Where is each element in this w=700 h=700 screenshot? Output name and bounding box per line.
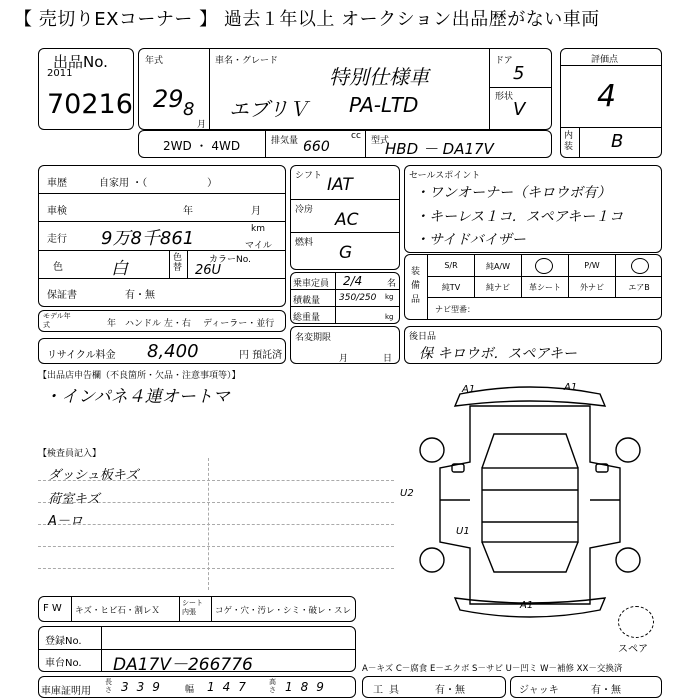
equip-pw: P/W — [584, 261, 600, 270]
legend-text: A－キズ C－腐食 E－エクボ S－サビ U－凹ミ W－補修 XX－交換済 — [362, 664, 623, 674]
equipment-label: 装備品 — [411, 267, 421, 305]
diagram-mark-1: A1 — [462, 384, 476, 395]
chassis-value: DA17V－266776 — [113, 655, 253, 675]
equip-nav-model: ナビ型番： — [435, 305, 475, 314]
equip-leather: 革シート — [529, 283, 561, 292]
year-value: 29 — [153, 85, 184, 113]
name-change-box — [290, 326, 400, 364]
lot-sub: 2011 — [47, 68, 73, 79]
model-year-handle: ハンドル 左・右 — [125, 319, 191, 329]
inspector-note-2: 荷室キズ — [48, 492, 100, 507]
diagram-mark-2: A1 — [564, 382, 578, 393]
capacity-box — [290, 272, 400, 324]
equip-ps-circle — [535, 258, 553, 274]
diagram-mark-4: U1 — [456, 526, 470, 537]
damage-items: キズ・ヒビ石・割レＸ — [75, 606, 160, 616]
name-change-month: 月 — [339, 354, 349, 364]
jack-label: ジャッキ — [519, 685, 559, 696]
header-banner-text: 【 売切りEXコーナー 】 過去１年以上 オークション出品歴がない車両 — [14, 9, 600, 30]
lot-label: 出品No. — [53, 53, 108, 71]
capacity-unit: 名 — [387, 279, 397, 289]
inspector-note-1: ダッシュ板キズ — [48, 468, 139, 483]
ac-value: AC — [335, 210, 359, 230]
shift-label: シフト — [295, 171, 323, 181]
after-items-value: 保 キロウボ．スペアキー — [419, 346, 577, 362]
sales-point-1: ・ワンオーナー（キロウボ有） — [415, 185, 611, 201]
lot-box — [38, 48, 134, 130]
doors-value: 5 — [513, 63, 525, 84]
displacement-label: 排気量 — [271, 136, 299, 146]
weight-unit: kg — [385, 313, 394, 321]
inspection-year: 年 — [183, 206, 193, 217]
color-code: 26U — [195, 263, 222, 278]
equipment-box — [404, 254, 662, 320]
equip-tv: 純TV — [441, 283, 461, 292]
model-year-dealer: ディーラー・並行 — [203, 319, 275, 329]
lot-number: 70216 — [47, 89, 133, 120]
sales-points-box — [404, 165, 662, 253]
load-value: 350/250 — [339, 293, 377, 303]
ac-label: 冷房 — [295, 205, 314, 215]
sales-point-2: ・キーレス１コ．スペアキー１コ — [415, 209, 624, 225]
interior-value: B — [611, 131, 624, 152]
tools-box — [362, 676, 506, 698]
model-type: PA-LTD — [349, 93, 419, 117]
doors-label: ドア — [495, 56, 513, 66]
tools-label: 工具 — [373, 685, 405, 696]
recycle-box — [38, 338, 286, 364]
inspection-month: 月 — [251, 206, 261, 217]
cert-width-label: 幅 — [185, 685, 195, 695]
drive-row-box — [138, 130, 552, 158]
load-unit: kg — [385, 293, 394, 301]
model-year-box — [38, 310, 286, 332]
cert-label: 車庫証明用 — [41, 686, 91, 697]
equip-navi: 純ナビ — [486, 283, 510, 292]
recycle-unit: 円 預託済 — [239, 350, 283, 361]
sales-point-3: ・サイドバイザー — [415, 232, 526, 248]
equip-sr: S/R — [444, 261, 458, 270]
score-value: 4 — [597, 79, 617, 114]
fuel-label: 燃料 — [295, 238, 314, 248]
name-change-label: 名変期限 — [295, 333, 332, 343]
shape-label: 形状 — [495, 92, 514, 102]
damage-fw: F W — [43, 603, 62, 614]
mileage-label: 走行 — [47, 234, 67, 245]
inspection-label: 車検 — [47, 206, 67, 217]
inspector-notes-label: 【検査員記入】 — [38, 449, 102, 459]
year-month: 8 — [183, 99, 195, 120]
score-box — [560, 48, 662, 158]
mileage-unit-km: km — [251, 224, 265, 234]
warranty-value: 有・無 — [125, 290, 155, 301]
load-label: 積載量 — [293, 296, 321, 306]
cert-box — [38, 676, 356, 698]
jack-value: 有・無 — [591, 685, 621, 696]
jack-box — [510, 676, 662, 698]
color-change-label: 色替 — [173, 253, 183, 273]
name-change-day: 日 — [383, 354, 393, 364]
recycle-label: リサイクル料金 — [47, 350, 116, 361]
details-box — [38, 165, 286, 307]
seller-notes-label: 【出品店申告欄（不良箇所・欠品・注意事項等）】 — [38, 371, 241, 381]
year-label: 年式 — [145, 56, 164, 66]
history-value: 自家用 ・（ ） — [99, 178, 218, 189]
recycle-value: 8,400 — [147, 341, 199, 362]
model-code-label: 型式 — [371, 136, 390, 146]
cert-long-label: 長さ — [105, 678, 112, 694]
after-items-label: 後日品 — [409, 332, 437, 342]
damage-seat: シート 内張 — [182, 599, 203, 616]
chassis-label: 車台No. — [45, 658, 82, 669]
header-banner — [0, 0, 700, 34]
equip-airbag: エアB — [628, 283, 650, 292]
history-label: 車歴 — [47, 178, 67, 189]
diagram-mark-5: A1 — [520, 600, 534, 611]
mileage-value: 9万8千861 — [101, 228, 195, 249]
model-name: エブリＶ — [229, 97, 309, 121]
diagram-mark-3: U2 — [400, 488, 414, 499]
registration-label: 登録No. — [45, 636, 82, 647]
after-items-box — [404, 326, 662, 364]
model-grade: 特別仕様車 — [329, 65, 429, 89]
inspector-notes-area — [38, 458, 394, 590]
model-year-label: モデル年式 — [43, 312, 71, 329]
cert-height: 189 — [285, 680, 332, 694]
displacement-value: 660 — [303, 139, 330, 155]
tools-value: 有・無 — [435, 685, 465, 696]
model-label: 車名・グレード — [215, 56, 279, 66]
spare-tire-icon — [618, 606, 654, 638]
capacity-value: 2/4 — [343, 274, 363, 288]
inspector-note-3: A－ロ — [48, 514, 83, 529]
equip-ext-navi: 外ナビ — [580, 283, 604, 292]
drive-label: 2WD ・ 4WD — [163, 139, 241, 153]
displacement-unit: cc — [351, 131, 361, 141]
model-code-value: HBD － DA17V — [385, 140, 494, 158]
model-year-year: 年 — [107, 319, 117, 329]
damage-items2: コゲ・穴・汚レ・シミ・破レ・スレ — [215, 606, 352, 616]
damage-row-box — [38, 596, 356, 622]
equip-ab-circle — [631, 258, 649, 274]
car-diagram — [400, 372, 662, 632]
color-code-label: カラーNo. — [209, 255, 251, 265]
mileage-unit-mile: マイル — [245, 241, 272, 251]
color-value: 白 — [111, 259, 128, 279]
score-label: 評価点 — [591, 55, 619, 65]
cert-height-label: 高さ — [269, 678, 276, 694]
fuel-value: G — [339, 243, 353, 263]
capacity-label: 乗車定員 — [293, 279, 330, 289]
sales-points-label: セールスポイント — [409, 171, 481, 181]
seller-notes-value: ・インパネ４連オートマ — [44, 387, 230, 407]
color-label: 色 — [53, 262, 63, 273]
weight-label: 総重量 — [293, 313, 321, 323]
interior-label: 内装 — [564, 131, 574, 152]
cert-width: 147 — [207, 680, 254, 694]
shift-value: IAT — [327, 175, 353, 195]
year-month-label: 月 — [197, 120, 207, 130]
cert-long: 339 — [121, 680, 168, 694]
warranty-label: 保証書 — [47, 290, 77, 301]
shape-value: V — [513, 99, 526, 120]
top-info-box — [138, 48, 552, 130]
spare-label: スペア — [618, 644, 648, 655]
equip-aw: 純A/W — [485, 262, 511, 271]
shift-box — [290, 165, 400, 270]
registration-box — [38, 626, 356, 675]
